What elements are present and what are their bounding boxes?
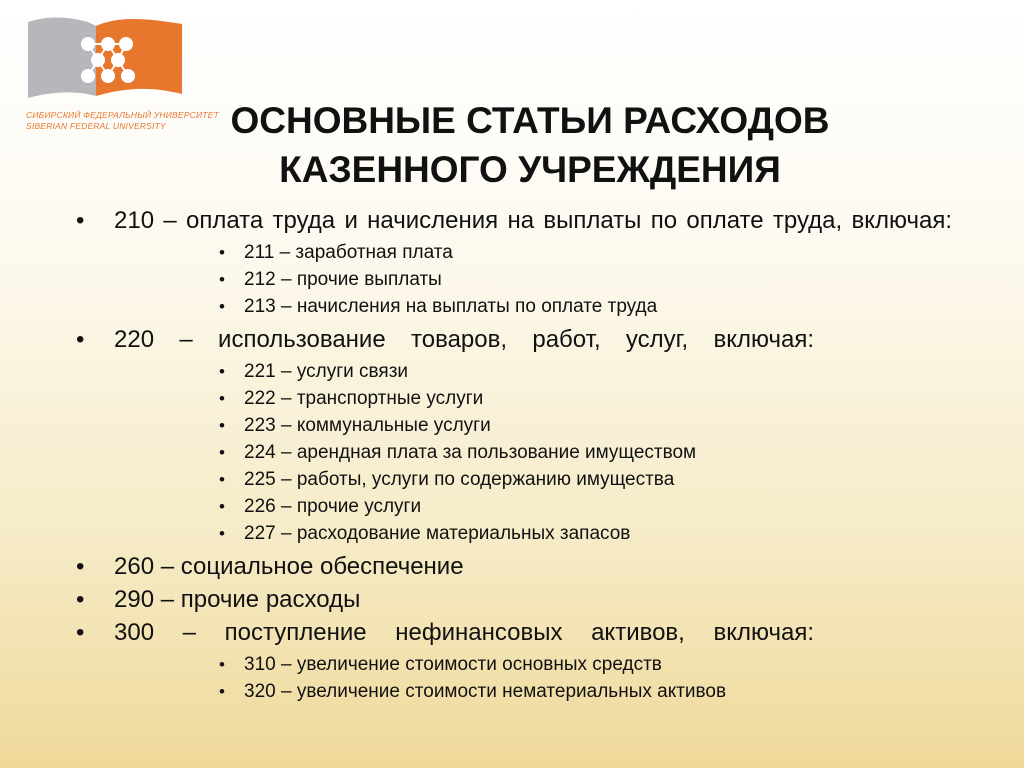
slide-title bbox=[180, 96, 880, 194]
list-item-text: 290 – прочие расходы bbox=[114, 586, 361, 613]
bullet: • bbox=[219, 297, 225, 316]
sub-item-text: 320 – увеличение стоимости нематериальных активов bbox=[244, 681, 727, 702]
bullet: • bbox=[76, 586, 85, 613]
content-list bbox=[72, 207, 952, 711]
sub-item-310 bbox=[114, 651, 952, 678]
sub-item-text: 221 – услуги связи bbox=[244, 361, 409, 382]
sub-item-text: 212 – прочие выплаты bbox=[244, 269, 442, 290]
sub-item-222 bbox=[114, 385, 952, 412]
bullet: • bbox=[76, 619, 85, 646]
sub-list bbox=[114, 239, 952, 320]
siberian-federal-university-logo bbox=[26, 14, 219, 132]
sub-item-text: 310 – увеличение стоимости основных средств bbox=[244, 654, 662, 675]
sub-item-212 bbox=[114, 266, 952, 293]
sub-item-text: 213 – начисления на выплаты по оплате труда bbox=[244, 296, 658, 317]
sub-item-223 bbox=[114, 412, 952, 439]
sub-item-text: 227 – расходование материальных запасов bbox=[244, 523, 631, 544]
logo-text-english: SIBERIAN FEDERAL UNIVERSITY bbox=[26, 121, 166, 131]
bullet: • bbox=[219, 270, 225, 289]
sub-item-text: 225 – работы, услуги по содержанию имущества bbox=[244, 469, 675, 490]
list-item-210 bbox=[72, 207, 952, 320]
list-item-300 bbox=[72, 619, 952, 705]
sub-list bbox=[114, 651, 952, 705]
sub-list bbox=[114, 358, 952, 547]
list-item-text: 260 – социальное обеспечение bbox=[114, 553, 464, 580]
university-logo-emblem bbox=[26, 14, 186, 110]
list-item-text: 300 – поступление нефинансовых активов, включая: bbox=[114, 619, 814, 646]
bullet: • bbox=[219, 497, 225, 516]
bullet: • bbox=[76, 326, 85, 353]
sub-item-221 bbox=[114, 358, 952, 385]
sub-item-224 bbox=[114, 439, 952, 466]
sub-item-225 bbox=[114, 466, 952, 493]
bullet: • bbox=[219, 362, 225, 381]
bullet: • bbox=[76, 207, 85, 234]
sub-item-226 bbox=[114, 493, 952, 520]
logo-text bbox=[26, 110, 219, 132]
sub-item-text: 224 – арендная плата за пользование имуществом bbox=[244, 442, 697, 463]
list-item-text: 220 – использование товаров, работ, услуг, включая: bbox=[114, 326, 814, 353]
bullet: • bbox=[219, 524, 225, 543]
sub-item-320 bbox=[114, 678, 952, 705]
expense-items-list bbox=[72, 207, 952, 705]
title-line-2: КАЗЕННОГО УЧРЕЖДЕНИЯ bbox=[279, 149, 781, 190]
sub-item-text: 223 – коммунальные услуги bbox=[244, 415, 491, 436]
logo-text-russian: СИБИРСКИЙ ФЕДЕРАЛЬНЫЙ УНИВЕРСИТЕТ bbox=[26, 110, 219, 120]
bullet: • bbox=[219, 416, 225, 435]
bullet: • bbox=[219, 655, 225, 674]
sub-item-text: 222 – транспортные услуги bbox=[244, 388, 484, 409]
bullet: • bbox=[219, 443, 225, 462]
sub-item-text: 226 – прочие услуги bbox=[244, 496, 422, 517]
title-line-1: ОСНОВНЫЕ СТАТЬИ РАСХОДОВ bbox=[230, 100, 830, 141]
bullet: • bbox=[219, 389, 225, 408]
list-item-290 bbox=[72, 586, 952, 613]
list-item-text: 210 – оплата труда и начисления на выплаты по оплате труда, включая: bbox=[114, 207, 952, 234]
bullet: • bbox=[76, 553, 85, 580]
sub-item-211 bbox=[114, 239, 952, 266]
bullet: • bbox=[219, 470, 225, 489]
sub-item-227 bbox=[114, 520, 952, 547]
bullet: • bbox=[219, 243, 225, 262]
list-item-260 bbox=[72, 553, 952, 580]
bullet: • bbox=[219, 682, 225, 701]
sub-item-213 bbox=[114, 293, 952, 320]
sub-item-text: 211 – заработная плата bbox=[244, 242, 453, 263]
list-item-220 bbox=[72, 326, 952, 547]
